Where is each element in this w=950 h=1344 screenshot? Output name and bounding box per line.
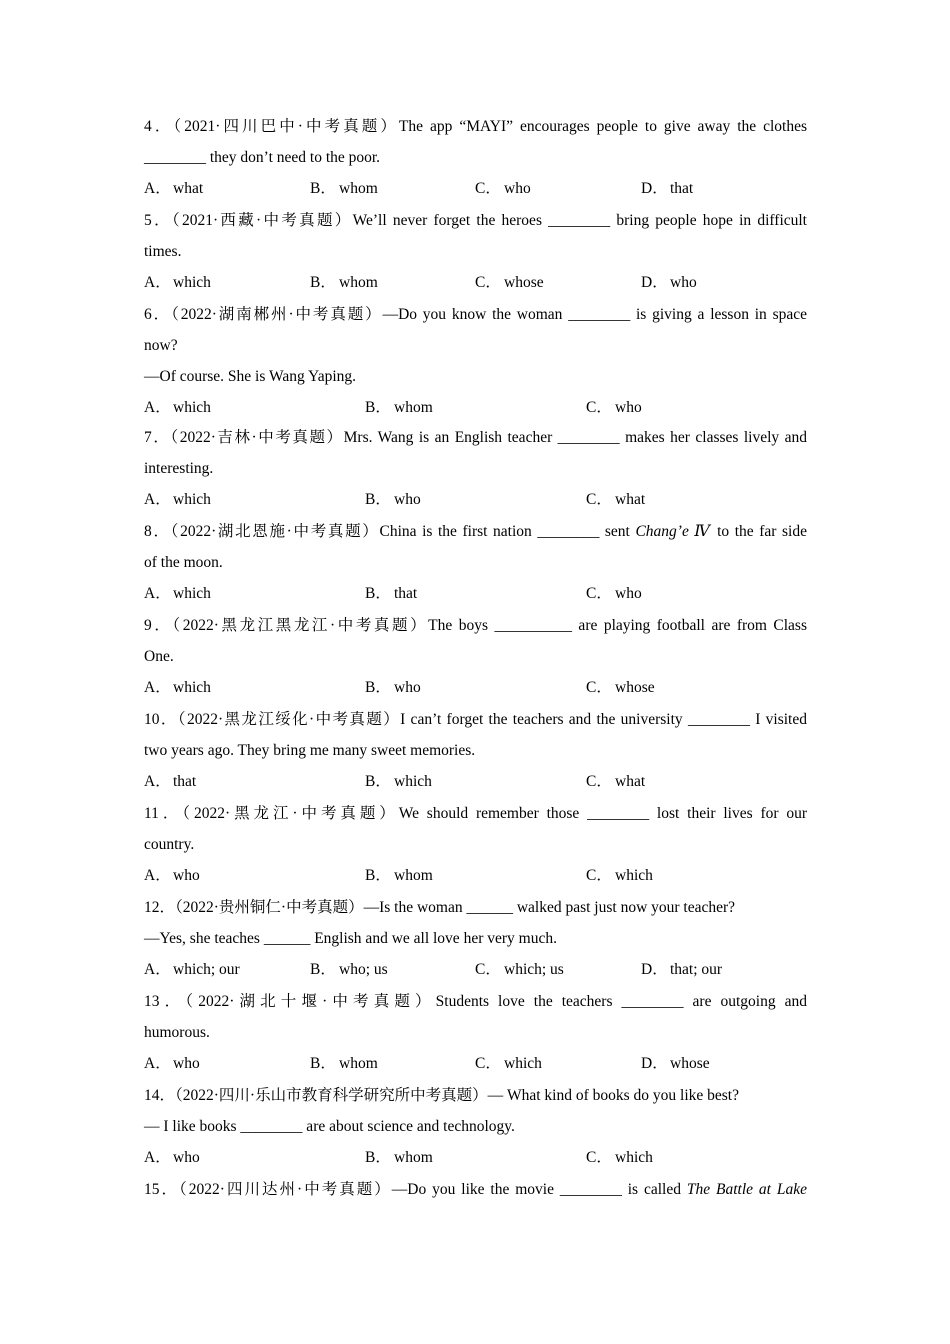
question-stem: 8．（2022·湖北恩施·中考真题）China is the first nation ________ sent Chang’e Ⅳ to the far side — [144, 523, 807, 540]
question-stem-cont: country. — [144, 836, 195, 853]
question-stem-reply: — I like books ________ are about science and technology. — [144, 1118, 515, 1135]
question-11 — [144, 798, 807, 891]
option-b[interactable]: B． who — [365, 679, 421, 696]
options-row — [144, 484, 807, 515]
option-b[interactable]: B． whom — [310, 180, 378, 197]
option-b[interactable]: B． who — [365, 491, 421, 508]
question-stem: 5．（2021·西藏·中考真题）We’ll never forget the heroes ________ bring people hope in difficult — [144, 212, 807, 229]
question-9 — [144, 610, 807, 703]
question-13 — [144, 986, 807, 1079]
option-c[interactable]: C． which; us — [475, 961, 564, 978]
option-b[interactable]: B． which — [365, 773, 432, 790]
question-stem-cont: ________ they don’t need to the poor. — [144, 149, 381, 166]
options-row — [144, 578, 807, 609]
question-4 — [144, 111, 807, 204]
question-stem-cont: One. — [144, 648, 174, 665]
question-stem: 10．（2022·黑龙江绥化·中考真题）I can’t forget the teachers and the university ________ I visited — [144, 711, 807, 728]
option-a[interactable]: A． which — [144, 491, 211, 508]
option-c[interactable]: C． what — [586, 491, 646, 508]
options-row — [144, 1048, 807, 1079]
option-c[interactable]: C． who — [586, 585, 642, 602]
question-stem: 14．（2022·四川·乐山市教育科学研究所中考真题）— What kind of books do you like best? — [144, 1087, 739, 1104]
question-10 — [144, 704, 807, 797]
question-stem-cont: two years ago. They bring me many sweet memories. — [144, 742, 476, 759]
options-row — [144, 954, 807, 985]
option-a[interactable]: A． who — [144, 1149, 200, 1166]
option-a[interactable]: A． which — [144, 679, 211, 696]
option-c[interactable]: C． whose — [586, 679, 655, 696]
option-d[interactable]: D． who — [641, 274, 697, 291]
question-5 — [144, 205, 807, 298]
option-c[interactable]: C． who — [586, 399, 642, 416]
option-c[interactable]: C． which — [586, 867, 653, 884]
option-a[interactable]: A． which — [144, 274, 211, 291]
option-b[interactable]: B． whom — [310, 274, 378, 291]
options-row — [144, 392, 807, 423]
question-stem-reply: —Of course. She is Wang Yaping. — [144, 368, 357, 385]
option-a[interactable]: A． which; our — [144, 961, 240, 978]
options-row — [144, 173, 807, 204]
question-stem-cont: now? — [144, 337, 178, 354]
option-d[interactable]: D． that; our — [641, 961, 723, 978]
option-a[interactable]: A． which — [144, 585, 211, 602]
option-b[interactable]: B． whom — [365, 1149, 433, 1166]
question-6 — [144, 299, 807, 423]
option-c[interactable]: C． which — [586, 1149, 653, 1166]
option-a[interactable]: A． that — [144, 773, 197, 790]
question-stem: 11．（2022·黑龙江·中考真题）We should remember those ________ lost their lives for our — [144, 805, 807, 822]
option-b[interactable]: B． that — [365, 585, 418, 602]
question-stem-reply: —Yes, she teaches ______ English and we all love her very much. — [144, 930, 557, 947]
question-stem-cont: humorous. — [144, 1024, 210, 1041]
question-stem-cont: times. — [144, 243, 182, 260]
option-b[interactable]: B． whom — [365, 867, 433, 884]
question-stem: 4．（2021·四川巴中·中考真题）The app “MAYI” encourages people to give away the clothes — [144, 118, 807, 135]
question-stem-cont: of the moon. — [144, 554, 223, 571]
option-a[interactable]: A． what — [144, 180, 204, 197]
question-stem: 13．（2022·湖北十堰·中考真题）Students love the teachers ________ are outgoing and — [144, 993, 807, 1010]
question-stem: 9．（2022·黑龙江黑龙江·中考真题）The boys __________ are playing football are from Class — [144, 617, 807, 634]
options-row — [144, 267, 807, 298]
question-12 — [144, 892, 807, 985]
option-d[interactable]: D． that — [641, 180, 694, 197]
question-stem: 15．（2022·四川达州·中考真题）—Do you like the movie ________ is called The Battle at Lake — [144, 1181, 807, 1198]
option-b[interactable]: B． whom — [310, 1055, 378, 1072]
italic-title: The Battle at Lake — [686, 1181, 807, 1198]
question-stem: 7．（2022·吉林·中考真题）Mrs. Wang is an English teacher ________ makes her classes lively and — [144, 429, 807, 446]
option-c[interactable]: C． what — [586, 773, 646, 790]
options-row — [144, 1142, 807, 1173]
option-b[interactable]: B． who; us — [310, 961, 388, 978]
question-15 — [144, 1174, 807, 1205]
question-stem: 12．（2022·贵州铜仁·中考真题）—Is the woman ______ walked past just now your teacher? — [144, 899, 736, 916]
options-row — [144, 766, 807, 797]
option-a[interactable]: A． which — [144, 399, 211, 416]
italic-title: Chang’e Ⅳ — [635, 523, 712, 540]
option-d[interactable]: D． whose — [641, 1055, 710, 1072]
question-8 — [144, 516, 807, 609]
question-7 — [144, 422, 807, 515]
question-14 — [144, 1080, 807, 1173]
question-stem-cont: interesting. — [144, 460, 214, 477]
options-row — [144, 672, 807, 703]
question-stem: 6．（2022·湖南郴州·中考真题）—Do you know the woman ________ is giving a lesson in space — [144, 306, 807, 323]
option-a[interactable]: A． who — [144, 1055, 200, 1072]
options-row — [144, 860, 807, 891]
option-c[interactable]: C． who — [475, 180, 531, 197]
option-a[interactable]: A． who — [144, 867, 200, 884]
option-c[interactable]: C． which — [475, 1055, 542, 1072]
option-b[interactable]: B． whom — [365, 399, 433, 416]
option-c[interactable]: C． whose — [475, 274, 544, 291]
